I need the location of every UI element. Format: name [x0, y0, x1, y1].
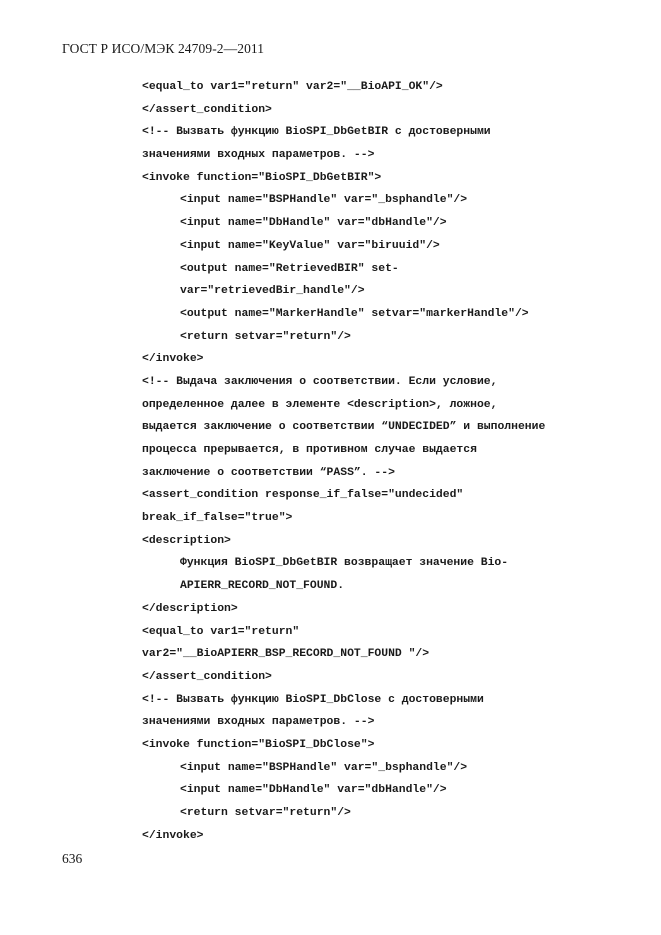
code-line: Функция BioSPI_DbGetBIR возвращает значение Bio- — [180, 557, 509, 570]
code-line: </assert_condition> — [142, 103, 272, 116]
code-comment: <!-- Вызвать функцию BioSPI_DbClose с достоверными — [142, 693, 484, 706]
code-line: var2="__BioAPIERR_BSP_RECORD_NOT_FOUND "/> — [142, 648, 430, 661]
code-comment: значениями входных параметров. --> — [142, 149, 375, 162]
code-comment: заключение о соответствии “PASS”. --> — [142, 466, 395, 479]
code-listing — [142, 76, 622, 847]
code-comment: значениями входных параметров. --> — [142, 716, 375, 729]
code-line: <output name="MarkerHandle" setvar="markerHandle"/> — [180, 307, 529, 320]
code-line: <input name="DbHandle" var="dbHandle"/> — [180, 217, 447, 230]
page-number: 636 — [62, 851, 83, 866]
code-line: </invoke> — [142, 829, 204, 842]
code-comment: <!-- Выдача заключения о соответствии. Если условие, — [142, 375, 498, 388]
code-line: <input name="BSPHandle" var="_bsphandle"/> — [180, 194, 468, 207]
code-line: </invoke> — [142, 353, 204, 366]
code-line: <input name="KeyValue" var="biruuid"/> — [180, 239, 440, 252]
code-comment: определенное далее в элементе <description>, ложное, — [142, 398, 498, 411]
code-line: <invoke function="BioSPI_DbGetBIR"> — [142, 171, 382, 184]
code-line: <equal_to var1="return" — [142, 625, 300, 638]
code-line: </description> — [142, 602, 238, 615]
code-line: var="retrievedBir_handle"/> — [180, 285, 365, 298]
code-comment: <!-- Вызвать функцию BioSPI_DbGetBIR с достоверными — [142, 126, 491, 139]
code-line: <input name="DbHandle" var="dbHandle"/> — [180, 784, 447, 797]
page-header-standard: ГОСТ Р ИСО/МЭК 24709-2—2011 — [62, 41, 265, 56]
code-comment: процесса прерывается, в противном случае выдается — [142, 444, 477, 456]
code-line: <output name="RetrievedBIR" set- — [180, 262, 399, 275]
code-line: <equal_to var1="return" var2="__BioAPI_OK"/> — [142, 81, 443, 93]
code-line: <assert_condition response_if_false="undecided" — [142, 489, 464, 502]
code-line: <description> — [142, 534, 231, 547]
code-line: </assert_condition> — [142, 670, 272, 683]
code-line: <invoke function="BioSPI_DbClose"> — [142, 738, 375, 751]
code-line: <return setvar="return"/> — [180, 807, 351, 819]
code-line: <input name="BSPHandle" var="_bsphandle"/> — [180, 761, 468, 774]
code-comment: выдается заключение о соответствии “UNDECIDED” и выполнение — [142, 421, 546, 434]
code-line: <return setvar="return"/> — [180, 330, 351, 343]
code-line: break_if_false="true"> — [142, 512, 293, 525]
code-line: APIERR_RECORD_NOT_FOUND. — [180, 580, 345, 593]
